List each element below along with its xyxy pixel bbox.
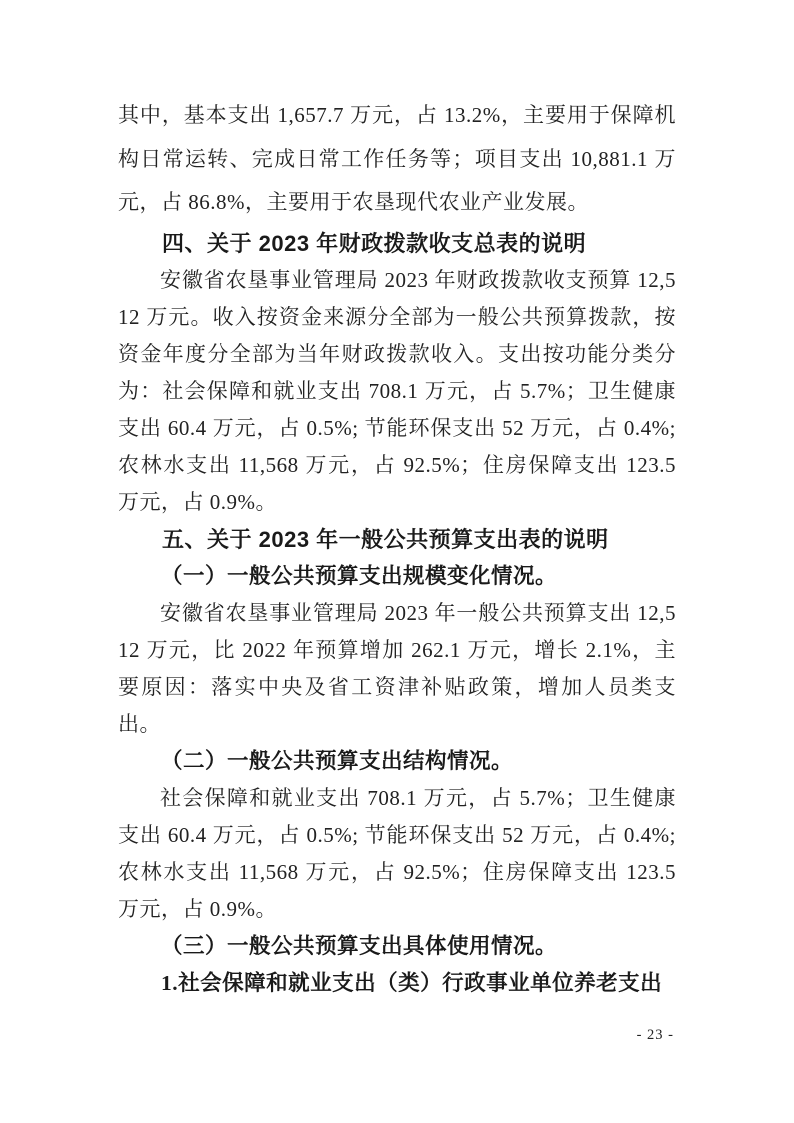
paragraph-expenditure-structure-details: 社会保障和就业支出 708.1 万元，占 5.7%；卫生健康支出 60.4 万元，占 0.5%; 节能环保支出 52 万元，占 0.4%; 农林水支出 11,568 万元，占 92.5%；住房保障支出 123.5 万元，占 0.9%。 <box>118 785 676 921</box>
paragraph-expenditure-scale-change-details: 安徽省农垦事业管理局 2023 年一般公共预算支出 12,512 万元，比 2022 年预算增加 262.1 万元，增长 2.1%，主要原因：落实中央及省工资津补贴政策，增加人员类支出。 <box>118 600 676 736</box>
paragraph-budget-expenditure-breakdown-continued: 其中，基本支出 1,657.7 万元，占 13.2%，主要用于保障机构日常运转、完成日常工作任务等；项目支出 10,881.1 万元，占 86.8%，主要用于农垦现代农业产业发展。 <box>118 103 676 214</box>
subsection-heading-1-expenditure-scale-change: （一）一般公共预算支出规模变化情况。 <box>161 563 558 588</box>
section-heading-4-fiscal-appropriation-summary: 四、关于 2023 年财政拨款收支总表的说明 <box>162 230 587 256</box>
page-number: - 23 - <box>636 1027 674 1043</box>
subsection-heading-3-expenditure-specific-usage: （三）一般公共预算支出具体使用情况。 <box>161 933 558 958</box>
subsection-heading-2-expenditure-structure: （二）一般公共预算支出结构情况。 <box>161 748 514 773</box>
item-heading-1-social-security-employment-pension: 1.社会保障和就业支出（类）行政事业单位养老支出 <box>161 970 663 995</box>
paragraph-fiscal-appropriation-details: 安徽省农垦事业管理局 2023 年财政拨款收支预算 12,512 万元。收入按资金来源分全部为一般公共预算拨款，按资金年度分全部为当年财政拨款收入。支出按功能分类分为：社会保障和就业支出 708.1 万元，占 5.7%；卫生健康支出 60.4 万元，占 0.5%; 节能环保支出 52 万元，占 0.4%; 农林水支出 11,568 万元，占 92.5%；住房保障支出 123.5 万元，占 0.9%。 <box>118 267 676 514</box>
document-body <box>118 94 676 1002</box>
section-heading-5-general-public-budget-expenditure: 五、关于 2023 年一般公共预算支出表的说明 <box>162 526 609 552</box>
